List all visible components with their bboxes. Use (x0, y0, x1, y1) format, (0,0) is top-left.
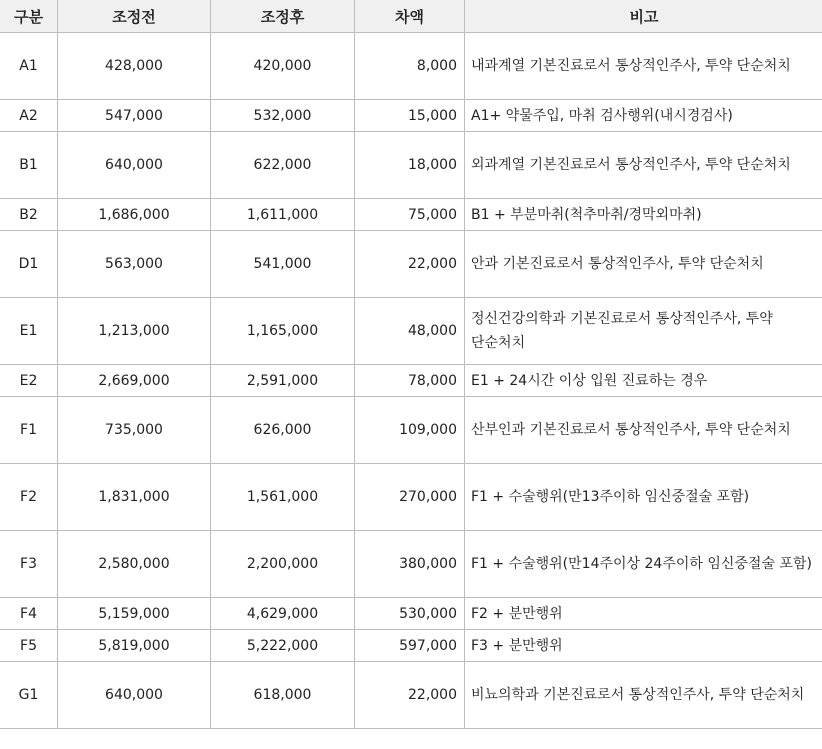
table-row (0, 298, 822, 365)
table-row (0, 662, 822, 729)
cell-difference: 8,000 (355, 33, 465, 100)
cell-remarks: 정신건강의학과 기본진료로서 통상적인주사, 투약 단순처치 (465, 298, 822, 365)
cell-after-adjustment: 1,561,000 (211, 464, 355, 531)
cell-remarks: 비뇨의학과 기본진료로서 통상적인주사, 투약 단순처치 (465, 662, 822, 729)
cell-after-adjustment: 2,200,000 (211, 531, 355, 598)
cell-category: F1 (0, 397, 58, 464)
cell-before-adjustment: 2,669,000 (58, 365, 211, 397)
cell-after-adjustment: 532,000 (211, 100, 355, 132)
cell-after-adjustment: 626,000 (211, 397, 355, 464)
cell-remarks: F2 + 분만행위 (465, 598, 822, 630)
cell-difference: 75,000 (355, 199, 465, 231)
cell-before-adjustment: 563,000 (58, 231, 211, 298)
cell-remarks: F3 + 분만행위 (465, 630, 822, 662)
cell-remarks: 외과계열 기본진료로서 통상적인주사, 투약 단순처치 (465, 132, 822, 199)
table-row (0, 132, 822, 199)
cell-before-adjustment: 5,819,000 (58, 630, 211, 662)
table-row (0, 365, 822, 397)
cell-difference: 15,000 (355, 100, 465, 132)
cell-remarks: A1+ 약물주입, 마취 검사행위(내시경검사) (465, 100, 822, 132)
table-row (0, 231, 822, 298)
cell-difference: 380,000 (355, 531, 465, 598)
table-row (0, 33, 822, 100)
cell-category: F2 (0, 464, 58, 531)
cell-remarks: E1 + 24시간 이상 입원 진료하는 경우 (465, 365, 822, 397)
cell-before-adjustment: 428,000 (58, 33, 211, 100)
cell-difference: 597,000 (355, 630, 465, 662)
header-category: 구분 (0, 0, 58, 33)
cell-before-adjustment: 1,831,000 (58, 464, 211, 531)
cell-after-adjustment: 420,000 (211, 33, 355, 100)
header-difference: 차액 (355, 0, 465, 33)
cell-category: E2 (0, 365, 58, 397)
cell-category: A2 (0, 100, 58, 132)
cell-before-adjustment: 735,000 (58, 397, 211, 464)
cell-remarks: 산부인과 기본진료로서 통상적인주사, 투약 단순처치 (465, 397, 822, 464)
cell-difference: 270,000 (355, 464, 465, 531)
cell-before-adjustment: 640,000 (58, 662, 211, 729)
table-row (0, 464, 822, 531)
cell-after-adjustment: 1,165,000 (211, 298, 355, 365)
table-row (0, 397, 822, 464)
table-row (0, 630, 822, 662)
cell-difference: 22,000 (355, 662, 465, 729)
table-body (0, 33, 822, 729)
cell-before-adjustment: 2,580,000 (58, 531, 211, 598)
cell-category: A1 (0, 33, 58, 100)
cell-category: G1 (0, 662, 58, 729)
cell-after-adjustment: 4,629,000 (211, 598, 355, 630)
cell-category: B2 (0, 199, 58, 231)
cell-after-adjustment: 622,000 (211, 132, 355, 199)
cell-after-adjustment: 2,591,000 (211, 365, 355, 397)
table-header-row (0, 0, 822, 33)
cell-after-adjustment: 541,000 (211, 231, 355, 298)
cell-remarks: F1 + 수술행위(만13주이하 임신중절술 포함) (465, 464, 822, 531)
cell-remarks: B1 + 부분마취(척추마취/경막외마취) (465, 199, 822, 231)
header-remarks: 비고 (465, 0, 822, 33)
cell-category: F4 (0, 598, 58, 630)
cell-category: D1 (0, 231, 58, 298)
cell-remarks: 내과계열 기본진료로서 통상적인주사, 투약 단순처치 (465, 33, 822, 100)
cell-before-adjustment: 5,159,000 (58, 598, 211, 630)
cell-before-adjustment: 1,213,000 (58, 298, 211, 365)
cell-difference: 22,000 (355, 231, 465, 298)
header-before-adjustment: 조정전 (58, 0, 211, 33)
cell-after-adjustment: 618,000 (211, 662, 355, 729)
table-row (0, 100, 822, 132)
cell-after-adjustment: 1,611,000 (211, 199, 355, 231)
table-row (0, 531, 822, 598)
cell-difference: 18,000 (355, 132, 465, 199)
cell-before-adjustment: 1,686,000 (58, 199, 211, 231)
cell-category: F3 (0, 531, 58, 598)
cell-remarks: F1 + 수술행위(만14주이상 24주이하 임신중절술 포함) (465, 531, 822, 598)
cell-difference: 48,000 (355, 298, 465, 365)
cell-remarks: 안과 기본진료로서 통상적인주사, 투약 단순처치 (465, 231, 822, 298)
cell-after-adjustment: 5,222,000 (211, 630, 355, 662)
cell-difference: 78,000 (355, 365, 465, 397)
header-after-adjustment: 조정후 (211, 0, 355, 33)
cell-difference: 530,000 (355, 598, 465, 630)
table-row (0, 598, 822, 630)
cell-before-adjustment: 547,000 (58, 100, 211, 132)
cell-category: E1 (0, 298, 58, 365)
cell-category: B1 (0, 132, 58, 199)
table-row (0, 199, 822, 231)
cell-category: F5 (0, 630, 58, 662)
cell-difference: 109,000 (355, 397, 465, 464)
cell-before-adjustment: 640,000 (58, 132, 211, 199)
